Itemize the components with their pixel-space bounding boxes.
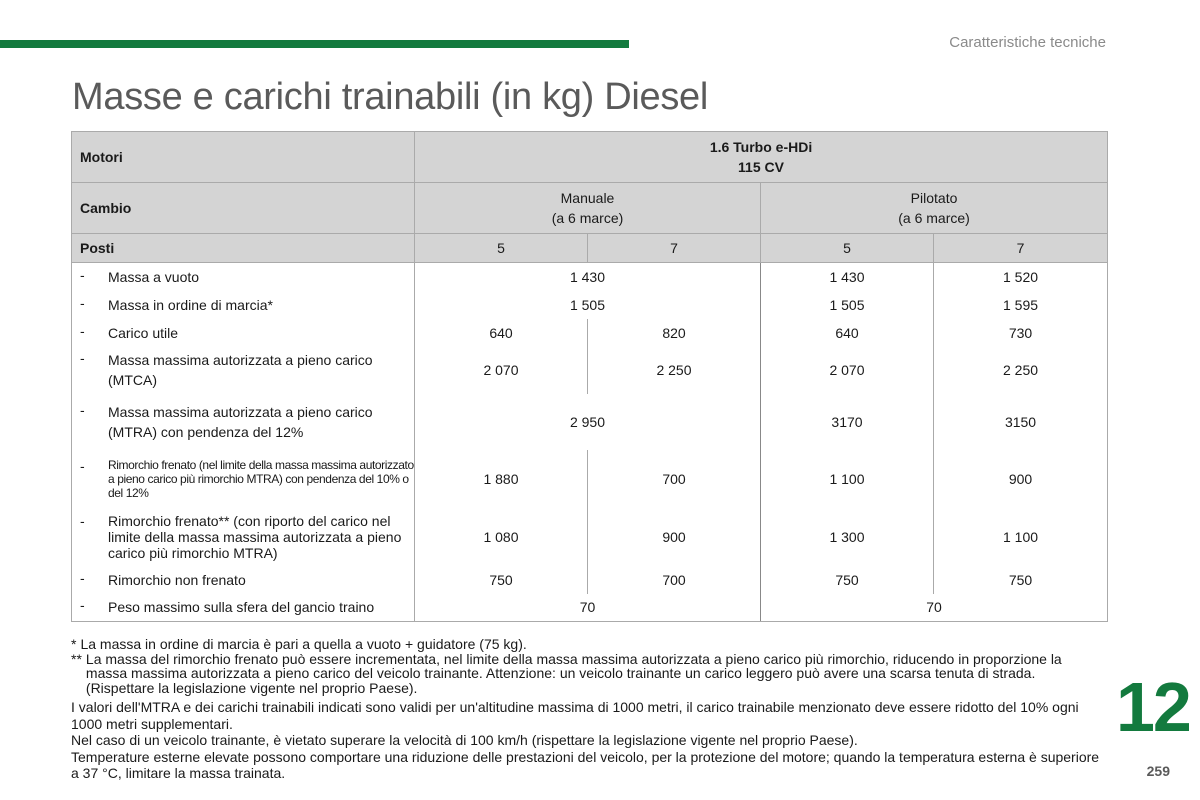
table-cell: 1 080 bbox=[415, 508, 588, 566]
gearbox-piloted-cell bbox=[761, 183, 1108, 234]
row-label: Rimorchio non frenato bbox=[108, 571, 246, 588]
table-cell: 640 bbox=[415, 319, 588, 347]
table-cell: 1 505 bbox=[761, 291, 934, 319]
table-row bbox=[72, 319, 1108, 347]
chapter-number: 12 bbox=[1116, 668, 1190, 746]
list-dash: - bbox=[80, 512, 85, 529]
table-row bbox=[72, 291, 1108, 319]
table-row bbox=[72, 394, 1108, 450]
table-cell: 2 250 bbox=[588, 347, 761, 394]
table-cell: 700 bbox=[588, 566, 761, 594]
engine-name: 1.6 Turbo e-HDi bbox=[709, 139, 813, 155]
table-row bbox=[72, 450, 1108, 508]
page-number: 259 bbox=[1146, 763, 1170, 779]
table-row bbox=[72, 566, 1108, 594]
gearbox-piloted-name: Pilotato bbox=[910, 190, 958, 206]
row-label: Massa in ordine di marcia* bbox=[108, 296, 273, 313]
seats-cell: 5 bbox=[415, 234, 588, 263]
list-dash: - bbox=[80, 457, 85, 474]
footnote-2 bbox=[71, 652, 1106, 696]
row-label: Carico utile bbox=[108, 324, 179, 341]
table-cell: 2 250 bbox=[934, 347, 1108, 394]
mass-table bbox=[71, 131, 1108, 622]
list-dash: - bbox=[80, 597, 85, 614]
table-cell: 70 bbox=[415, 594, 761, 622]
footnote-mark: ** bbox=[71, 650, 82, 667]
table-row bbox=[72, 347, 1108, 394]
table-cell: 900 bbox=[588, 508, 761, 566]
gearbox-manual-detail: (a 6 marce) bbox=[551, 210, 624, 226]
footnote-mark: * bbox=[71, 636, 77, 652]
engine-power: 115 CV bbox=[738, 159, 784, 175]
note-speed: Nel caso di un veicolo trainante, è vietato superare la velocità di 100 km/h (rispettare la legislazione vigente nel proprio Paese). bbox=[71, 732, 858, 748]
footnotes bbox=[71, 637, 1106, 782]
table-cell: 640 bbox=[761, 319, 934, 347]
footnote-text: La massa del rimorchio frenato può essere incrementata, nel limite della massa massima autorizzata a pieno carico più rimorchio, riducendo in proporzione la massa massima autorizzata a pieno carico del veicolo trainante. Attenzione: un veicolo trainante un carico leggero può avere una scarsa tenuta di strada. (Rispettare la legislazione vigente nel proprio Paese). bbox=[85, 650, 1062, 696]
gearbox-manual-cell bbox=[415, 183, 761, 234]
table-cell: 1 100 bbox=[934, 508, 1108, 566]
table-row bbox=[72, 508, 1108, 566]
note-altitude: I valori dell'MTRA e dei carichi trainabili indicati sono validi per un'altitudine massima di 1000 metri, il carico trainabile menzionato deve essere ridotto del 10% ogni 1000 metri supplementari. bbox=[71, 699, 1079, 732]
table-cell: 1 520 bbox=[934, 263, 1108, 291]
footnote-1 bbox=[71, 637, 1106, 652]
section-title: Caratteristiche tecniche bbox=[949, 34, 1106, 51]
seats-cell: 7 bbox=[588, 234, 761, 263]
table-cell: 70 bbox=[761, 594, 1108, 622]
gearbox-piloted-detail: (a 6 marce) bbox=[898, 210, 970, 226]
row-label: Massa massima autorizzata a pieno carico (MTCA) bbox=[108, 352, 373, 388]
table-header-row bbox=[72, 132, 1108, 183]
table-cell: 2 950 bbox=[415, 394, 761, 450]
seats-cell: 7 bbox=[934, 234, 1108, 263]
table-row bbox=[72, 263, 1108, 291]
list-dash: - bbox=[80, 350, 85, 366]
table-cell: 750 bbox=[761, 566, 934, 594]
row-label: Massa a vuoto bbox=[108, 268, 200, 285]
table-cell: 1 300 bbox=[761, 508, 934, 566]
seats-cell: 5 bbox=[761, 234, 934, 263]
cambio-label: Cambio bbox=[72, 183, 415, 234]
page-title: Masse e carichi trainabili (in kg) Diesel bbox=[72, 76, 709, 118]
table-row bbox=[72, 594, 1108, 622]
table-cell: 700 bbox=[588, 450, 761, 508]
green-accent-bar bbox=[0, 40, 629, 48]
row-label: Rimorchio frenato** (con riporto del carico nel limite della massa massima autorizzata a pieno carico più rimorchio MTRA) bbox=[108, 512, 402, 561]
row-label: Peso massimo sulla sfera del gancio traino bbox=[108, 599, 375, 616]
table-cell: 1 595 bbox=[934, 291, 1108, 319]
table-header-row bbox=[72, 183, 1108, 234]
row-label: Rimorchio frenato (nel limite della massa massima autorizzato a pieno carico più rimorchio MTRA) con pendenza del 10% o del 12% bbox=[108, 457, 414, 500]
table-cell: 900 bbox=[934, 450, 1108, 508]
table-cell: 1 505 bbox=[415, 291, 761, 319]
table-cell: 750 bbox=[934, 566, 1108, 594]
gearbox-manual-name: Manuale bbox=[560, 190, 615, 206]
table-cell: 1 100 bbox=[761, 450, 934, 508]
table-cell: 1 430 bbox=[761, 263, 934, 291]
table-cell: 730 bbox=[934, 319, 1108, 347]
posti-label: Posti bbox=[72, 234, 415, 263]
list-dash: - bbox=[80, 401, 85, 418]
table-cell: 1 430 bbox=[415, 263, 761, 291]
footnote-text: La massa in ordine di marcia è pari a quella a vuoto + guidatore (75 kg). bbox=[80, 636, 527, 652]
motori-label: Motori bbox=[72, 132, 415, 183]
table-cell: 1 880 bbox=[415, 450, 588, 508]
engine-cell bbox=[415, 132, 1108, 183]
table-cell: 2 070 bbox=[761, 347, 934, 394]
list-dash: - bbox=[80, 322, 85, 339]
table-cell: 820 bbox=[588, 319, 761, 347]
list-dash: - bbox=[80, 569, 85, 586]
table-cell: 3170 bbox=[761, 394, 934, 450]
note-temperature: Temperature esterne elevate possono comportare una riduzione delle prestazioni del veicolo, per la protezione del motore; quando la temperatura esterna è superiore a 37 °C, limitare la massa trainata. bbox=[71, 748, 1100, 781]
list-dash: - bbox=[80, 266, 85, 283]
table-cell: 750 bbox=[415, 566, 588, 594]
table-cell: 3150 bbox=[934, 394, 1108, 450]
table-header-row bbox=[72, 234, 1108, 263]
list-dash: - bbox=[80, 294, 85, 311]
row-label: Massa massima autorizzata a pieno carico (MTRA) con pendenza del 12% bbox=[108, 403, 373, 440]
table-cell: 2 070 bbox=[415, 347, 588, 394]
